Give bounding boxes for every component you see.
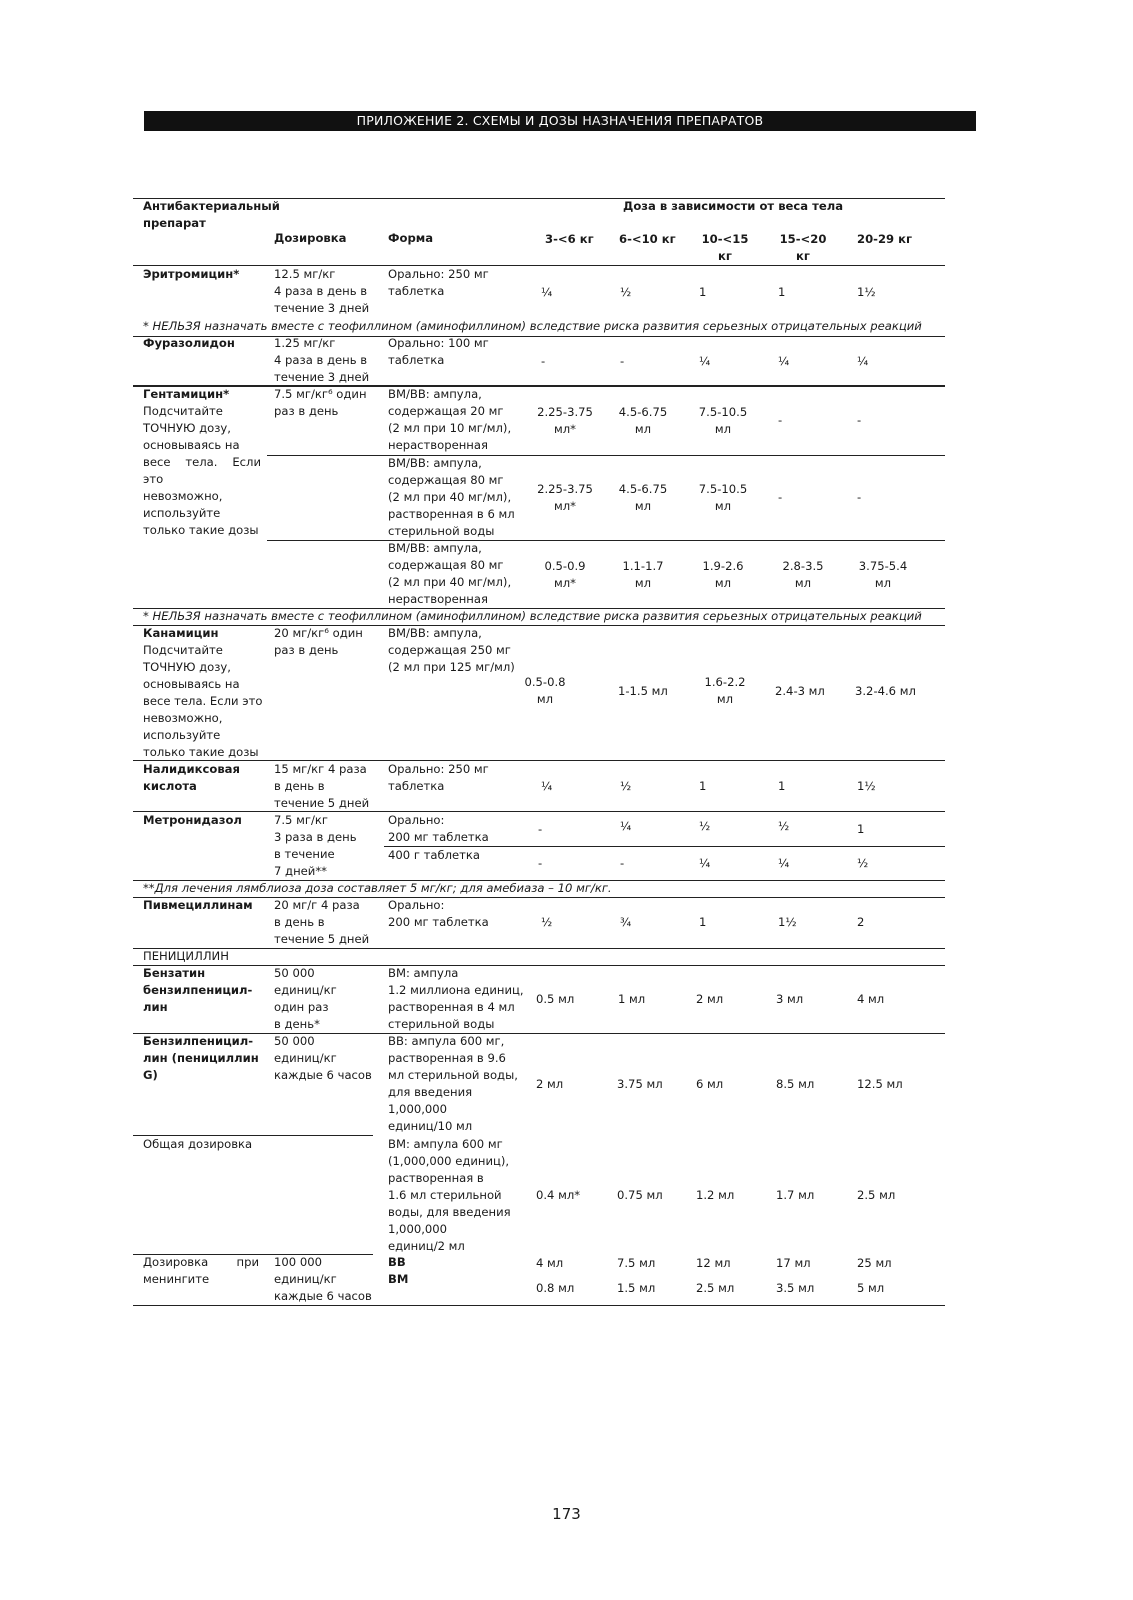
genta-f1-w1: 2.25-3.75 мл* [537,405,593,436]
kana-w3: 1.6-2.2 мл [704,675,746,706]
furaz-w5: ¼ [857,354,869,368]
rule-genta-form1 [267,455,945,456]
kana-form: ВМ/ВВ: ампула, содержащая 250 мг (2 мл при 125 мг/мл) [388,626,515,674]
erythro-w3: 1 [699,285,707,299]
kana-name: Канамицин [143,626,219,640]
page-number: 173 [552,1505,581,1523]
furaz-form: Орально: 100 мг таблетка [388,336,489,367]
rule-pen-section-bottom [133,965,945,966]
header-form: Форма [388,231,434,245]
benzyl-f1-w1: 2 мл [536,1077,564,1091]
rule-note3-bottom [133,897,945,898]
kana-w4: 2.4-3 мл [775,684,825,698]
erythro-w1: ¼ [541,285,553,299]
rule-note1-top [133,336,945,337]
benzyl-f2-w1: 0.4 мл* [536,1188,581,1202]
appendix-header-band: ПРИЛОЖЕНИЕ 2. СХЕМЫ И ДОЗЫ НАЗНАЧЕНИЯ ПРЕПАРАТОВ [144,111,976,131]
mening-f2-w4: 3.5 мл [776,1281,815,1295]
rule-header-bottom [133,265,945,266]
benzyl-f2-w4: 1.7 мл [776,1188,815,1202]
benzyl-form2: ВМ: ампула 600 мг (1,000,000 единиц), растворенная в 1.6 мл стерильной воды, для введения 1,000,000 единиц/2 мл [388,1137,511,1253]
kana-note: Подсчитайте ТОЧНУЮ дозу, основываясь на весе тела. Если это невозможно, используйте только такие дозы [143,643,263,759]
metro-f2-w2: - [620,856,625,870]
pivme-form: Орально: 200 мг таблетка [388,898,489,929]
nalid-w1: ¼ [541,779,553,793]
furaz-w1: - [541,354,546,368]
rule-genta-form2 [267,540,945,541]
header-w2: 6-<10 кг [619,232,676,246]
pivme-w3: 1 [699,915,707,929]
benzyl-f1-w2: 3.75 мл [617,1077,663,1091]
benzyl-f2-w5: 2.5 мл [857,1188,896,1202]
metro-form1: Орально: 200 мг таблетка [388,813,489,844]
metro-f1-w5: 1 [857,822,865,836]
genta-f3-w2: 1.1-1.7 мл [622,559,664,590]
mening-f1-w3: 12 мл [696,1256,731,1270]
header-w5: 20-29 кг [857,232,913,246]
genta-f2-w3: 7.5-10.5 мл [698,482,748,513]
metro-name: Метронидазол [143,813,242,827]
benzyl-f2-w2: 0.75 мл [617,1188,663,1202]
rule-table-bottom [133,1305,945,1306]
mening-label: Дозировка при менингите [143,1255,259,1286]
genta-f2-w1: 2.25-3.75 мл* [537,482,593,513]
kana-w2: 1-1.5 мл [618,684,668,698]
metro-f1-w2: ¼ [620,819,632,833]
mening-form2: ВМ [388,1272,409,1286]
pivme-name: Пивмециллинам [143,898,253,912]
erythro-dosage: 12.5 мг/кг 4 раза в день в течение 3 дней [274,267,370,315]
metro-f1-w1: - [538,822,543,836]
metro-dosage: 7.5 мг/кг 3 раза в день в течение 7 дней** [274,813,357,878]
mening-f1-w2: 7.5 мл [617,1256,656,1270]
metro-f1-w4: ½ [778,819,790,833]
erythro-w4: 1 [778,285,786,299]
header-w3: 10-<15 кг [701,232,749,263]
benzyl-f1-w3: 6 мл [696,1077,724,1091]
nalid-dosage: 15 мг/кг 4 раза в день в течение 5 дней [274,762,370,810]
header-weight-group: Доза в зависимости от веса тела [623,199,844,213]
nalid-w2: ½ [620,779,632,793]
benzyl-general-label: Общая дозировка [143,1137,253,1151]
penicillin-section-title: ПЕНИЦИЛЛИН [143,949,229,963]
mening-f1-w5: 25 мл [857,1256,892,1270]
benzat-name: Бензатин бензилпеницил- лин [143,966,253,1014]
kana-w5: 3.2-4.6 мл [855,684,916,698]
metro-f2-w5: ½ [857,856,869,870]
genta-f1-w5: - [857,413,862,427]
genta-f3-w4: 2.8-3.5 мл [782,559,824,590]
genta-note: Подсчитайте ТОЧНУЮ дозу, основываясь на весе тела. Если это невозможно, используйте только такие дозы [143,404,261,537]
rule-nalid-bottom [133,811,945,812]
erythro-name: Эритромицин* [143,267,240,281]
rule-pivme-bottom [133,948,945,949]
benzyl-f2-w3: 1.2 мл [696,1188,735,1202]
genta-f3-w3: 1.9-2.6 мл [702,559,744,590]
mening-form1: ВВ [388,1255,406,1269]
genta-f1-w3: 7.5-10.5 мл [698,405,748,436]
genta-f3-w5: 3.75-5.4 мл [858,559,908,590]
nalid-w4: 1 [778,779,786,793]
metro-f2-w4: ¼ [778,856,790,870]
header-drug: Антибактериальный препарат [143,199,280,230]
benzat-form: ВМ: ампула 1.2 миллиона единиц, растворенная в 4 мл стерильной воды [388,966,524,1031]
benzat-w5: 4 мл [857,992,885,1006]
erythro-form: Орально: 250 мг таблетка [388,267,489,298]
mening-f2-w1: 0.8 мл [536,1281,575,1295]
note-theophylline-1: * НЕЛЬЗЯ назначать вместе с теофиллином (аминофиллином) вследствие риска развития серьезных отрицательных реакций [143,319,922,333]
benzat-w2: 1 мл [618,992,646,1006]
furaz-w4: ¼ [778,354,790,368]
metro-f2-w1: - [538,856,543,870]
genta-dosage: 7.5 мг/кг⁶ один раз в день [274,387,367,418]
note-giardia: **Для лечения лямблиоза доза составляет 5 мг/кг; для амебиаза – 10 мг/кг. [143,881,612,895]
benzat-w1: 0.5 мл [536,992,575,1006]
mening-f2-w2: 1.5 мл [617,1281,656,1295]
genta-f3-w1: 0.5-0.9 мл* [544,559,586,590]
nalid-form: Орально: 250 мг таблетка [388,762,489,793]
genta-f1-w2: 4.5-6.75 мл [618,405,668,436]
erythro-w5: 1½ [857,285,876,299]
genta-f2-w5: - [857,490,862,504]
pivme-dosage: 20 мг/г 4 раза в день в течение 5 дней [274,898,370,946]
nalid-w3: 1 [699,779,707,793]
benzyl-dosage: 50 000 единиц/кг каждые 6 часов [274,1034,372,1082]
nalid-w5: 1½ [857,779,876,793]
benzat-dosage: 50 000 единиц/кг один раз в день* [274,966,337,1031]
genta-f1-w4: - [778,413,783,427]
furaz-w3: ¼ [699,354,711,368]
metro-f2-w3: ¼ [699,856,711,870]
benzat-w4: 3 мл [776,992,804,1006]
pivme-w2: ¾ [620,915,632,929]
pivme-w4: 1½ [778,915,797,929]
genta-f2-w4: - [778,490,783,504]
benzyl-f1-w5: 12.5 мл [857,1077,903,1091]
mening-f2-w5: 5 мл [857,1281,885,1295]
genta-form1: ВМ/ВВ: ампула, содержащая 20 мг (2 мл при 10 мг/мл), нерастворенная [388,387,512,452]
note-theophylline-2: * НЕЛЬЗЯ назначать вместе с теофиллином (аминофиллином) вследствие риска развития серьезных отрицательных реакций [143,609,922,623]
nalid-name: Налидиксовая кислота [143,762,240,793]
kana-dosage: 20 мг/кг⁶ один раз в день [274,626,363,657]
pivme-w5: 2 [857,915,865,929]
mening-dosage: 100 000 единиц/кг каждые 6 часов [274,1255,372,1303]
rule-furaz-bottom [133,385,945,386]
mening-f1-w1: 4 мл [536,1256,564,1270]
rule-note2-bottom [133,625,945,626]
furaz-w2: - [620,354,625,368]
furaz-name: Фуразолидон [143,336,235,350]
furaz-dosage: 1.25 мг/кг 4 раза в день в течение 3 дней [274,336,370,384]
metro-form2: 400 г таблетка [388,848,481,862]
dosage-table [133,196,945,1336]
erythro-w2: ½ [620,285,632,299]
benzyl-f1-w4: 8.5 мл [776,1077,815,1091]
mening-f2-w3: 2.5 мл [696,1281,735,1295]
genta-f2-w2: 4.5-6.75 мл [618,482,668,513]
kana-w1: 0.5-0.8 мл [524,675,566,706]
metro-f1-w3: ½ [699,819,711,833]
header-w1: 3-<6 кг [545,232,594,246]
genta-form3: ВМ/ВВ: ампула, содержащая 80 мг (2 мл при 40 мг/мл), нерастворенная [388,541,512,606]
mening-f1-w4: 17 мл [776,1256,811,1270]
header-w4: 15-<20 кг [779,232,827,263]
benzyl-form1: ВВ: ампула 600 мг, растворенная в 9.6 мл стерильной воды, для введения 1,000,000 единиц/10 мл [388,1034,518,1133]
genta-form2: ВМ/ВВ: ампула, содержащая 80 мг (2 мл при 40 мг/мл), растворенная в 6 мл стерильной воды [388,456,515,538]
benzat-w3: 2 мл [696,992,724,1006]
header-dosage: Дозировка [274,231,347,245]
benzyl-name: Бензилпеницил- лин (пенициллин G) [143,1034,259,1082]
pivme-w1: ½ [541,915,553,929]
genta-name: Гентамицин* [143,387,230,401]
rule-note1-bottom [133,386,945,387]
